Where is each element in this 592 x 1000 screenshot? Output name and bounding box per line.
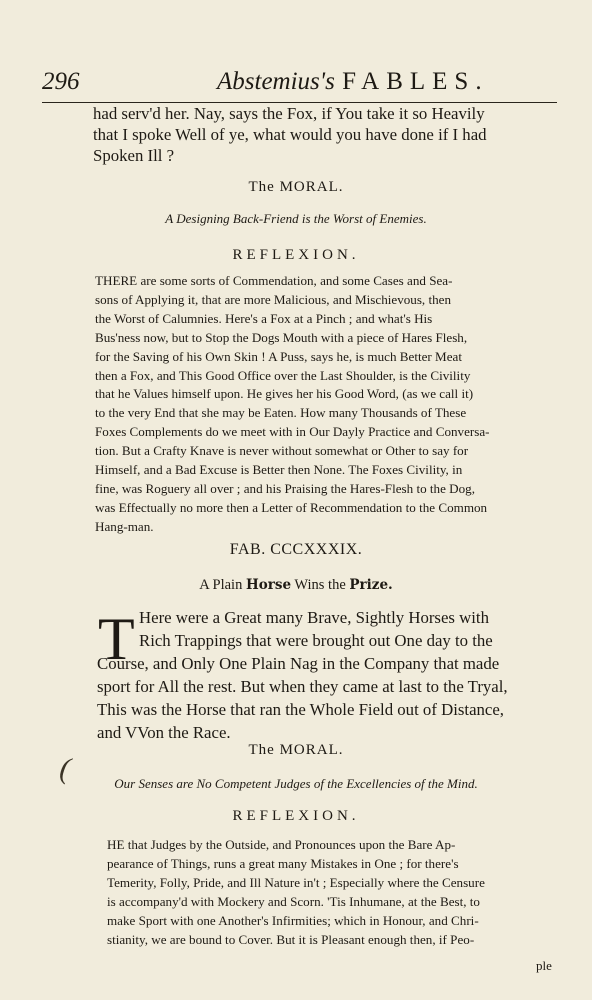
text-line: THERE are some sorts of Commendation, and some Cases and Sea- bbox=[95, 273, 453, 288]
text-line: stianity, we are bound to Cover. But it is Pleasant enough then, if Peo- bbox=[107, 931, 475, 947]
page-number: 296 bbox=[42, 68, 80, 95]
fable-ending bbox=[93, 103, 548, 166]
running-author: Abstemius's bbox=[217, 68, 335, 95]
text-line: pearance of Things, runs a great many Mistakes in One ; for there's bbox=[107, 855, 459, 871]
moral-text: Our Senses are No Competent Judges of the Excellencies of the Mind. bbox=[114, 776, 478, 791]
text-line: then a Fox, and This Good Office over the Last Shoulder, is the Civility bbox=[95, 367, 471, 383]
catchword: ple bbox=[536, 958, 552, 973]
text-line: Bus'ness now, but to Stop the Dogs Mouth with a piece of Hares Flesh, bbox=[95, 329, 468, 345]
text-line: the Worst of Calumnies. Here's a Fox at a Pinch ; and what's His bbox=[95, 310, 433, 326]
text-line: Rich Trappings that were brought out One day to the bbox=[139, 631, 493, 650]
fable-title-blackletter: Horse bbox=[245, 577, 292, 593]
reflexion-heading: REFLEXION. bbox=[232, 247, 360, 263]
text-line: that I spoke Well of ye, what would you have done if I had bbox=[93, 125, 487, 144]
text-line: for the Saving of his Own Skin ! A Puss, says he, is much Better Meat bbox=[95, 348, 462, 364]
text-line: was Effectually no more then a Letter of Recommendation to the Common bbox=[95, 499, 488, 515]
running-title bbox=[217, 68, 489, 96]
margin-mark: ( bbox=[57, 751, 73, 786]
text-line: This was the Horse that ran the Whole Field out of Distance, bbox=[97, 700, 505, 719]
fable-title-blackletter: Prize. bbox=[349, 577, 393, 593]
text-line: sons of Applying it, that are more Malicious, and Mischievous, then bbox=[95, 291, 452, 307]
drop-capital: T bbox=[98, 606, 135, 672]
text-line: and VVon the Race. bbox=[97, 723, 231, 742]
fable-body-cont bbox=[97, 652, 550, 744]
text-line: Spoken Ill ? bbox=[93, 146, 175, 165]
reflexion-body bbox=[95, 272, 550, 537]
text-line: Foxes Complements do we meet with in Our Dayly Practice and Conversa- bbox=[95, 424, 490, 440]
text-line: make Sport with one Another's Infirmities; which in Honour, and Chri- bbox=[107, 912, 479, 928]
text-line: fine, was Roguery all over ; and his Praising the Hares-Flesh to the Dog, bbox=[95, 480, 476, 496]
moral-heading: The MORAL. bbox=[248, 179, 344, 195]
text-line: sport for All the rest. But when they came at last to the Tryal, bbox=[97, 677, 508, 696]
fable-body bbox=[139, 606, 550, 652]
text-line: that he Values himself upon. He gives her his Good Word, (as we call it) bbox=[95, 386, 474, 402]
running-header bbox=[42, 68, 557, 102]
moral-text: A Designing Back-Friend is the Worst of Enemies. bbox=[165, 211, 427, 226]
moral-heading: The MORAL. bbox=[248, 742, 344, 758]
reflexion-body bbox=[107, 836, 550, 949]
text-line: Hang-man. bbox=[95, 518, 154, 534]
text-line: to the very End that she may be Eaten. How many Thousands of These bbox=[95, 405, 467, 421]
text-line: HE that Judges by the Outside, and Pronounces upon the Bare Ap- bbox=[107, 837, 456, 852]
fable-title-part: A Plain bbox=[199, 577, 243, 593]
text-line: Temerity, Folly, Pride, and Ill Nature in't ; Especially where the Censure bbox=[107, 874, 485, 890]
text-line: Here were a Great many Brave, Sightly Horses with bbox=[139, 608, 489, 627]
reflexion-heading: REFLEXION. bbox=[232, 808, 360, 824]
text-line: Himself, and a Bad Excuse is Better then None. The Foxes Civility, in bbox=[95, 462, 463, 478]
fable-title bbox=[0, 577, 592, 594]
fable-number: FAB. CCCXXXIX. bbox=[229, 541, 363, 558]
text-line: is accompany'd with Mockery and Scorn. 'Tis Inhumane, at the Best, to bbox=[107, 893, 480, 909]
text-line: tion. But a Crafty Knave is never without somewhat or Other to say for bbox=[95, 443, 469, 459]
running-title-text: FABLES. bbox=[342, 68, 489, 95]
text-line: Course, and Only One Plain Nag in the Company that made bbox=[97, 654, 500, 673]
text-line: had serv'd her. Nay, says the Fox, if You take it so Heavily bbox=[93, 104, 485, 123]
fable-title-part: Wins the bbox=[294, 577, 346, 593]
